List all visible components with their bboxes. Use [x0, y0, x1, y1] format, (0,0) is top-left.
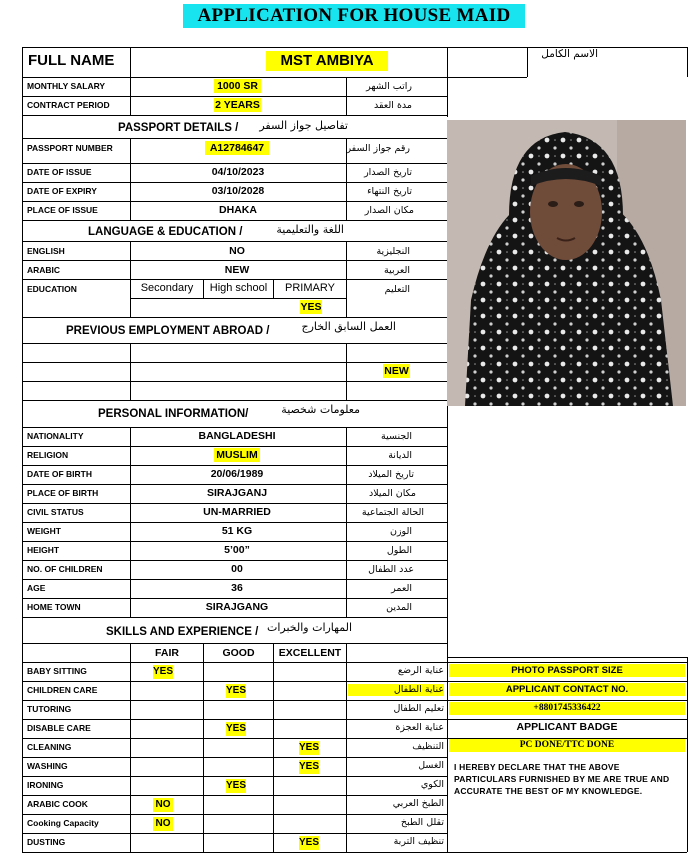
contract-period-label: CONTRACT PERIOD: [27, 100, 110, 110]
education-selected-mark: YES: [300, 301, 322, 313]
skill-children-care-mark: YES: [226, 685, 247, 696]
grid-line: [22, 662, 687, 663]
previous-employment-heading-arabic: العمل السابق الخارج: [301, 320, 396, 333]
grid-line: [22, 757, 447, 758]
no-of-children-label: NO. OF CHILDREN: [27, 564, 103, 574]
weight-arabic: الوزن: [389, 526, 412, 537]
grid-line: [130, 298, 346, 299]
contract-period-arabic: مدة العقد: [374, 100, 412, 111]
grid-line: [22, 814, 447, 815]
grid-line: [22, 522, 447, 523]
grid-line: [22, 719, 687, 720]
grid-line: [22, 833, 447, 834]
skill-arabic-cook-mark: NO: [153, 798, 173, 812]
grid-line: [527, 47, 528, 77]
grid-line: [346, 427, 347, 617]
passport-heading: PASSPORT DETAILS /: [118, 122, 239, 134]
grid-line: [22, 163, 447, 164]
grid-line: [22, 182, 447, 183]
skills-column-fair: FAIR: [155, 647, 179, 659]
skill-ironing-mark: YES: [226, 780, 247, 791]
border-right-top: [447, 47, 448, 117]
english-value: NO: [229, 245, 245, 257]
date-of-issue-value: 04/10/2023: [211, 166, 265, 178]
date-of-birth-label: DATE OF BIRTH: [27, 469, 93, 479]
skill-dusting-label: DUSTING: [27, 837, 66, 847]
border-far-right-bottom: [687, 657, 688, 852]
skill-washing-mark: YES: [299, 761, 320, 772]
previous-employment-new-mark: NEW: [384, 365, 409, 377]
border-far-right-top: [687, 47, 688, 77]
grid-line: [22, 317, 447, 318]
height-arabic: الطول: [386, 545, 412, 556]
grid-line: [22, 201, 447, 202]
grid-line: [22, 400, 447, 401]
skill-washing-label: WASHING: [27, 761, 68, 771]
place-of-issue-value: DHAKA: [219, 204, 257, 216]
place-of-birth-value: SIRAJGANJ: [206, 487, 268, 499]
grid-line: [22, 598, 447, 599]
education-arabic: التعليم: [384, 284, 410, 295]
skill-cooking-capacity-arabic: تقلل الطبخ: [400, 817, 444, 828]
religion-arabic: الديانة: [388, 450, 412, 461]
weight-label: WEIGHT: [27, 526, 61, 536]
grid-line: [22, 560, 447, 561]
nationality-value: BANGLADESHI: [198, 430, 276, 442]
skill-cooking-capacity-label: Cooking Capacity: [27, 818, 99, 828]
monthly-salary-value: 1000 SR: [214, 79, 261, 93]
arabic-arabic: العربية: [384, 265, 410, 276]
outer-border-left: [22, 47, 23, 852]
education-option-high-school: High school: [209, 282, 268, 294]
skill-ironing-arabic: الكوي: [420, 779, 444, 790]
home-town-label: HOME TOWN: [27, 602, 81, 612]
religion-value: MUSLIM: [214, 448, 260, 462]
grid-line: [130, 77, 131, 115]
passport-heading-arabic: تفاصيل جواز السفر: [259, 119, 348, 132]
contact-label: APPLICANT CONTACT NO.: [449, 683, 685, 696]
date-of-issue-label: DATE OF ISSUE: [27, 167, 92, 177]
skill-arabic-cook-arabic: الطبخ العربي: [392, 798, 444, 809]
skill-disable-care-mark: YES: [226, 723, 247, 734]
grid-line: [22, 700, 687, 701]
place-of-issue-label: PLACE OF ISSUE: [27, 205, 98, 215]
grid-line: [22, 541, 447, 542]
grid-line: [130, 241, 131, 317]
grid-line: [130, 138, 131, 220]
grid-line: [130, 343, 131, 400]
monthly-salary-arabic: راتب الشهر: [366, 81, 412, 92]
arabic-value: NEW: [224, 264, 250, 276]
grid-line: [22, 427, 447, 428]
full-name-value: MST AMBIYA: [266, 51, 388, 71]
skill-children-care-arabic: عناية الطفال: [348, 684, 444, 696]
home-town-value: SIRAJGANG: [205, 601, 269, 613]
grid-line: [22, 643, 447, 644]
date-of-birth-value: 20/06/1989: [210, 468, 264, 480]
grid-line: [22, 362, 447, 363]
date-of-expiry-label: DATE OF EXPIRY: [27, 186, 97, 196]
grid-line: [273, 643, 274, 852]
skill-cooking-capacity-mark: NO: [153, 817, 173, 831]
skills-column-good: GOOD: [222, 647, 255, 659]
skills-column-excellent: EXCELLENT: [278, 647, 342, 659]
passport-number-value: A12784647: [205, 141, 269, 155]
grid-line: [22, 617, 447, 618]
age-label: AGE: [27, 583, 46, 593]
place-of-birth-label: PLACE OF BIRTH: [27, 488, 99, 498]
home-town-arabic: المدين: [386, 602, 412, 613]
previous-employment-heading: PREVIOUS EMPLOYMENT ABROAD /: [66, 325, 270, 337]
education-option-secondary: Secondary: [140, 282, 194, 294]
age-value: 36: [231, 582, 243, 594]
full-name-label: FULL NAME: [28, 52, 115, 69]
passport-number-arabic: رقم جواز السفر: [346, 143, 410, 154]
skills-heading-arabic: المهارات والخبرات: [266, 621, 352, 634]
grid-line: [22, 343, 447, 344]
grid-line: [22, 484, 447, 485]
grid-line: [22, 446, 447, 447]
badge-value: PC DONE/TTC DONE: [449, 739, 685, 752]
nationality-arabic: الجنسية: [381, 431, 412, 442]
skill-baby-sitting-mark: YES: [153, 666, 174, 677]
skill-cleaning-arabic: التنظيف: [412, 741, 444, 752]
skill-dusting-arabic: تنظيف التربة: [393, 836, 444, 847]
personal-info-heading-arabic: معلومات شخصية: [281, 403, 360, 416]
no-of-children-arabic: عدد الطفال: [368, 564, 414, 575]
grid-line: [22, 465, 447, 466]
age-arabic: العمر: [391, 583, 412, 594]
grid-line: [203, 643, 204, 852]
skill-dusting-mark: YES: [299, 837, 320, 848]
grid-line: [22, 503, 447, 504]
grid-line: [22, 579, 447, 580]
skill-baby-sitting-arabic: عناية الرضع: [397, 665, 444, 676]
grid-line: [130, 643, 131, 852]
civil-status-value: UN-MARRIED: [203, 506, 271, 518]
monthly-salary-label: MONTHLY SALARY: [27, 81, 106, 91]
contact-value: +8801745336422: [449, 702, 685, 715]
grid-line: [22, 96, 447, 97]
weight-value: 51 KG: [221, 525, 253, 537]
full-name-arabic: الاسم الكامل: [541, 48, 598, 60]
personal-info-heading: PERSONAL INFORMATION/: [98, 408, 249, 420]
grid-line: [22, 138, 447, 139]
place-of-birth-arabic: مكان الميلاد: [368, 488, 416, 499]
skill-baby-sitting-label: BABY SITTING: [27, 666, 87, 676]
grid-line: [346, 643, 347, 852]
photo-size-label: PHOTO PASSPORT SIZE: [449, 664, 685, 677]
grid-line: [22, 260, 447, 261]
passport-number-label: PASSPORT NUMBER: [27, 143, 113, 153]
border-right-bottom: [447, 404, 448, 852]
skill-disable-care-label: DISABLE CARE: [27, 723, 91, 733]
skill-tutoring-arabic: تعليم الطفال: [393, 703, 444, 714]
skill-washing-arabic: الغسل: [418, 760, 444, 771]
language-heading-arabic: اللغة والتعليمية: [276, 223, 344, 236]
skills-heading: SKILLS AND EXPERIENCE /: [106, 626, 259, 638]
religion-label: RELIGION: [27, 450, 69, 460]
skill-ironing-label: IRONING: [27, 780, 64, 790]
grid-line: [22, 381, 447, 382]
declaration-text: I HEREBY DECLARE THAT THE ABOVE PARTICULARS FURNISHED BY ME ARE TRUE AND ACCURATE THE BEST OF MY KNOWLEDGE.: [454, 762, 670, 796]
english-arabic: النجليزية: [376, 246, 410, 257]
date-of-issue-arabic: تاريخ الصدار: [364, 167, 412, 178]
nationality-label: NATIONALITY: [27, 431, 84, 441]
contract-period-value: 2 YEARS: [215, 99, 260, 111]
height-label: HEIGHT: [27, 545, 60, 555]
english-label: ENGLISH: [27, 246, 65, 256]
grid-line: [22, 241, 447, 242]
skill-cleaning-label: CLEANING: [27, 742, 72, 752]
grid-line: [346, 343, 347, 400]
education-label: EDUCATION: [27, 284, 77, 294]
date-of-birth-arabic: تاريخ الميلاد: [368, 469, 414, 480]
civil-status-label: CIVIL STATUS: [27, 507, 84, 517]
height-value: 5’00”: [224, 544, 250, 556]
grid-line: [447, 657, 687, 658]
grid-line: [22, 77, 527, 78]
arabic-label: ARABIC: [27, 265, 61, 275]
form-title: APPLICATION FOR HOUSE MAID: [183, 4, 525, 28]
date-of-expiry-arabic: تاريخ النتهاء: [367, 186, 412, 197]
no-of-children-value: 00: [231, 563, 243, 575]
grid-line: [346, 241, 347, 317]
skill-children-care-label: CHILDREN CARE: [27, 685, 98, 695]
skill-arabic-cook-label: ARABIC COOK: [27, 799, 88, 809]
grid-line: [22, 279, 447, 280]
grid-line: [22, 795, 447, 796]
skill-tutoring-label: TUTORING: [27, 704, 72, 714]
applicant-photo: [447, 120, 686, 406]
grid-line: [22, 776, 447, 777]
grid-line: [22, 681, 687, 682]
education-option-primary: PRIMARY: [285, 282, 335, 294]
grid-line: [346, 77, 347, 115]
date-of-expiry-value: 03/10/2028: [211, 185, 265, 197]
badge-label: APPLICANT BADGE: [516, 721, 618, 733]
grid-line: [22, 115, 447, 116]
skill-cleaning-mark: YES: [299, 742, 320, 753]
language-heading: LANGUAGE & EDUCATION /: [88, 226, 243, 238]
place-of-issue-arabic: مكان الصدار: [364, 205, 414, 216]
grid-line: [130, 427, 131, 617]
grid-line: [130, 47, 131, 77]
civil-status-arabic: الحالة الجتماعية: [361, 507, 424, 518]
grid-line: [22, 220, 447, 221]
skill-disable-care-arabic: عناية العجزة: [395, 722, 444, 733]
